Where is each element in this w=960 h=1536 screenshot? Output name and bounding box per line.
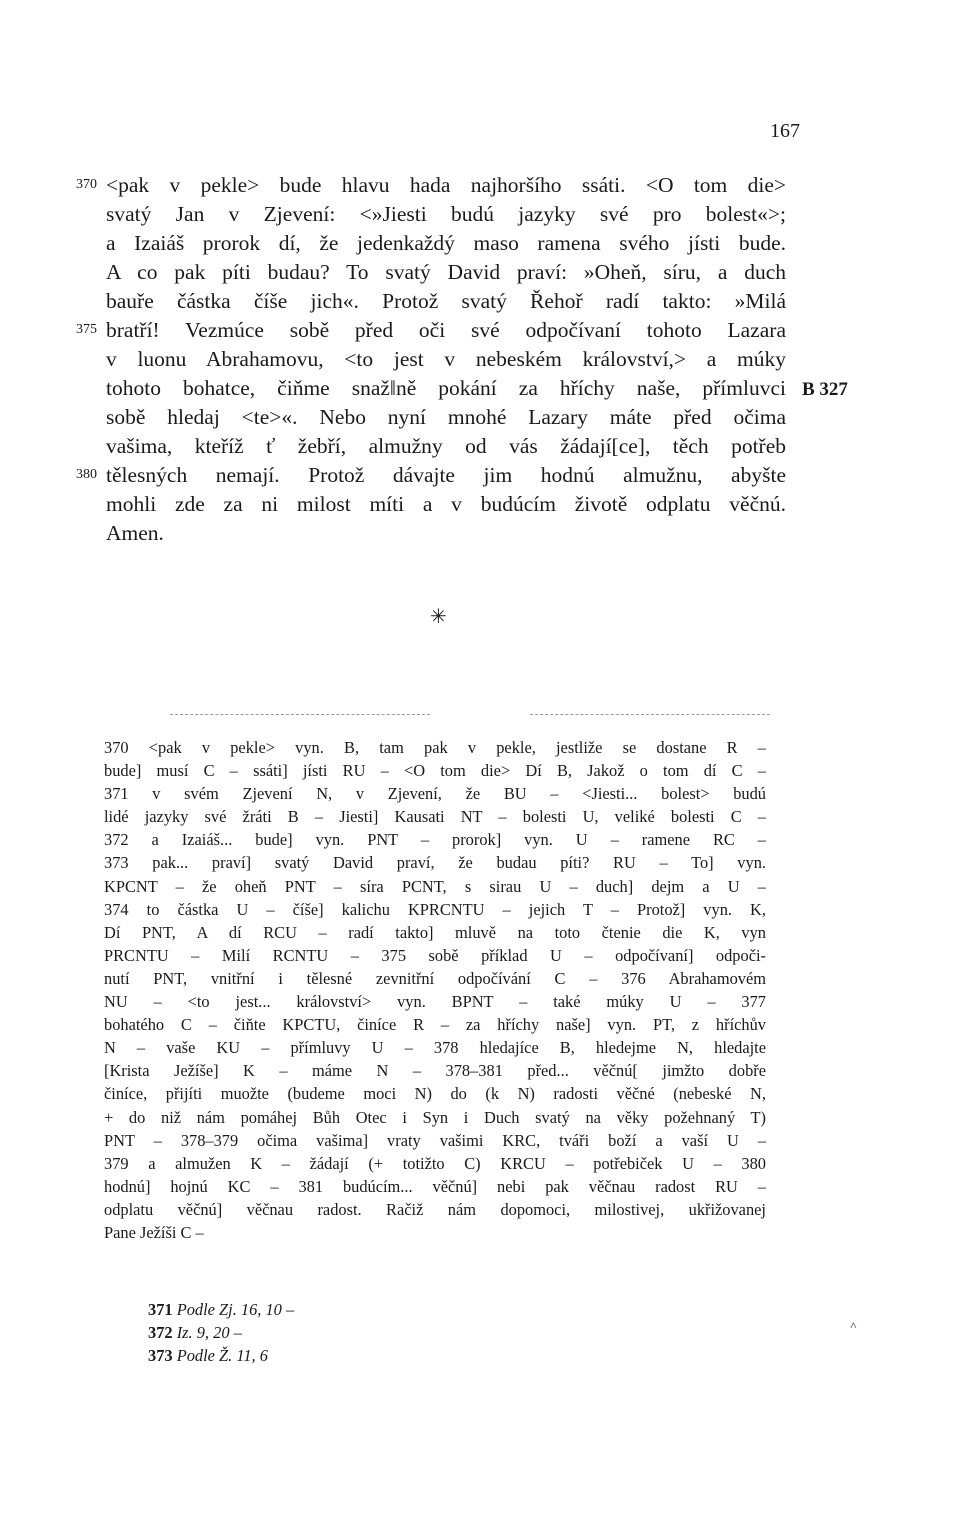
- corner-mark: ˄: [850, 1318, 857, 1332]
- apparatus-line: 371 v svém Zjevení N, v Zjevení, že BU – <Jiesti... bolest> budú: [104, 784, 766, 804]
- apparatus-line: N – vaše KU – přímluvy U – 378 hledajíce B, hledejme N, hledajte: [104, 1038, 766, 1058]
- source-line: [148, 1321, 294, 1344]
- source-line-number: 373: [148, 1346, 173, 1365]
- apparatus-line: + do niž nám pomáhej Bůh Otec i Syn i Duch svatý na věky požehnaný T): [104, 1107, 766, 1127]
- apparatus-line: bude] musí C – ssáti] jísti RU – <O tom die> Dí B, Jakož o tom dí C –: [104, 761, 766, 781]
- apparatus-line: NU – <to jest... království> vyn. BPNT – také múky U – 377: [104, 992, 766, 1012]
- source-citation: Iz. 9, 20 –: [176, 1323, 242, 1342]
- source-line-number: 372: [148, 1323, 173, 1342]
- source-citation: Podle Ž. 11, 6: [176, 1346, 268, 1365]
- main-line: A co pak píti budau? To svatý David praví: »Oheň, síru, a duch: [106, 260, 786, 284]
- main-line: bratří! Vezmúce sobě před oči své odpočívaní tohoto Lazara: [106, 318, 786, 342]
- source-citation: Podle Zj. 16, 10 –: [176, 1300, 295, 1319]
- main-line: mohli zde za ni milost míti a v budúcím životě odplatu věčnú.: [106, 492, 786, 516]
- apparatus-line: Dí PNT, A dí RCU – radí takto] mluvě na toto čtenie die K, vyn: [104, 922, 766, 942]
- margin-reference: B 327: [802, 379, 848, 400]
- apparatus-line: Pane Ježíši C –: [104, 1222, 204, 1242]
- apparatus-line: 370 <pak v pekle> vyn. B, tam pak v pekle, jestliže se dostane R –: [104, 738, 766, 757]
- main-line: Amen.: [106, 521, 164, 545]
- critical-apparatus: [104, 736, 766, 1244]
- apparatus-line: bohatého C – čiňte KPCTU, činíce R – za hříchy naše] vyn. PT, z hříchův: [104, 1015, 766, 1035]
- page-number: 167: [770, 120, 800, 142]
- apparatus-line: 372 a Izaiáš... bude] vyn. PNT – prorok] vyn. U – ramene RC –: [104, 830, 766, 850]
- line-number-380: 380: [76, 467, 97, 482]
- main-line: <pak v pekle> bude hlavu hada najhoršího ssáti. <O tom die>: [106, 173, 786, 197]
- separator-rule: [530, 714, 770, 715]
- apparatus-line: hodnú] hojnú KC – 381 budúcím... věčnú] nebi pak věčnau radost RU –: [104, 1176, 766, 1196]
- main-line: bauře částka číše jich«. Protož svatý Řehoř radí takto: »Milá: [106, 289, 786, 313]
- source-line: [148, 1298, 294, 1321]
- apparatus-line: 373 pak... praví] svatý David praví, že budau píti? RU – To] vyn.: [104, 853, 766, 873]
- apparatus-line: [Krista Ježíše] K – máme N – 378–381 před... věčnú[ jimžto dobře: [104, 1061, 766, 1081]
- main-line: tělesných nemají. Protož dávajte jim hodnú almužnu, abyšte: [106, 463, 786, 487]
- apparatus-line: 374 to částka U – číše] kalichu KPRCNTU – jejich T – Protož] vyn. K,: [104, 899, 766, 919]
- line-number-370: 370: [76, 177, 97, 192]
- main-line: vašima, kteříž ť žebří, almužny od vás žádají[ce], těch potřeb: [106, 434, 786, 458]
- asterisk-ornament: ✳: [430, 606, 447, 628]
- apparatus-line: KPCNT – že oheň PNT – síra PCNT, s sirau U – duch] dejm a U –: [104, 876, 766, 896]
- apparatus-line: lidé jazyky své žráti B – Jiesti] Kausati NT – bolesti U, veliké bolesti C –: [104, 807, 766, 827]
- main-line: tohoto bohatce, čiňme snaž‖ně pokání za hříchy naše, přímluvci: [106, 376, 786, 400]
- source-line: [148, 1344, 294, 1367]
- source-line-number: 371: [148, 1300, 173, 1319]
- main-line: svatý Jan v Zjevení: <»Jiesti budú jazyky své pro bolest«>;: [106, 202, 786, 226]
- apparatus-line: 379 a almužen K – žádají (+ totižto C) KRCU – potřebiček U – 380: [104, 1153, 766, 1173]
- separator-rule: [170, 714, 430, 715]
- apparatus-line: PNT – 378–379 očima vašima] vraty vašimi KRC, tváři boží a vaší U –: [104, 1130, 766, 1150]
- main-line: sobě hledaj <te>«. Nebo nyní mnohé Lazary máte před očima: [106, 405, 786, 429]
- source-references: [148, 1298, 294, 1367]
- main-line: v luonu Abrahamovu, <to jest v nebeském království,> a múky: [106, 347, 786, 371]
- apparatus-line: PRCNTU – Milí RCNTU – 375 sobě příklad U – odpočívaní] odpoči-: [104, 945, 766, 965]
- apparatus-line: nutí PNT, vnitřní i tělesné zevnitřní odpočívání C – 376 Abrahamovém: [104, 968, 766, 988]
- line-number-375: 375: [76, 322, 97, 337]
- apparatus-line: činíce, přijíti muožte (budeme moci N) do (k N) radosti věčné (nebeské N,: [104, 1084, 766, 1104]
- apparatus-line: odplatu věčnú] věčnau radost. Račiž nám dopomoci, milostivej, ukřižovanej: [104, 1199, 766, 1219]
- main-line: a Izaiáš prorok dí, že jedenkaždý maso ramena svého jísti bude.: [106, 231, 786, 255]
